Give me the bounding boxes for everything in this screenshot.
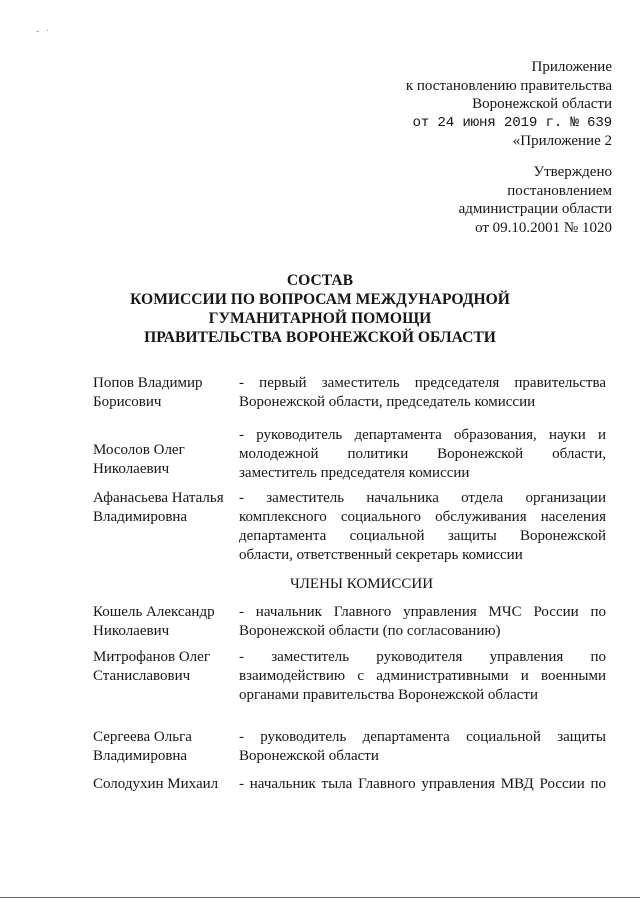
title-line-3: ГУМАНИТАРНОЙ ПОМОЩИ [208, 310, 432, 327]
position-line: - руководитель департамента социальной защиты [239, 729, 606, 745]
member-position [239, 603, 606, 641]
position-line: Воронежской области, председатель комиссии [239, 394, 536, 410]
member-surname-name: Афанасьева Наталья [93, 490, 224, 506]
position-line: - заместитель начальника отдела организации [239, 490, 606, 506]
member-surname-name: Сергеева Ольга [93, 729, 192, 745]
position-line: Воронежской области (по согласованию) [239, 623, 501, 639]
appendix-header [406, 58, 612, 151]
member-name [93, 648, 210, 686]
position-line: Воронежской области [239, 748, 379, 764]
member-name [93, 603, 215, 641]
member-name [93, 775, 218, 794]
member-patronymic: Станиславович [93, 668, 191, 684]
approval-date-number: от 09.10.2001 № 1020 [475, 219, 612, 236]
title-line-2: КОМИССИИ ПО ВОПРОСАМ МЕЖДУНАРОДНОЙ [130, 291, 510, 308]
page-bottom-edge [0, 897, 640, 898]
approval-label: Утверждено [533, 164, 612, 180]
member-patronymic: Николаевич [93, 461, 170, 477]
member-position [239, 374, 606, 412]
appendix-date-number: от 24 июня 2019 г. № 639 [412, 114, 612, 131]
members-heading: ЧЛЕНЫ КОМИССИИ [290, 576, 434, 592]
approval-resolution: постановлением [507, 182, 612, 199]
position-line: взаимодействию с административными и военными [239, 668, 606, 684]
position-line: - руководитель департамента образования, науки и [239, 427, 606, 443]
approval-administration: администрации области [458, 201, 612, 217]
member-patronymic: Владимировна [93, 748, 188, 764]
position-line: комплексного социального обслуживания населения [239, 509, 606, 525]
member-surname-name: Солодухин Михаил [93, 776, 219, 792]
member-position [239, 489, 606, 565]
document-title [0, 271, 640, 347]
appendix-label: Приложение [531, 59, 612, 75]
member-position [239, 728, 606, 766]
member-patronymic: Владимировна [93, 509, 188, 525]
position-line: департамента социальной защиты Воронежской [239, 528, 606, 544]
approval-block [459, 163, 612, 237]
member-name [93, 441, 185, 479]
position-line: - заместитель руководителя управления по [239, 649, 606, 665]
member-position [239, 426, 606, 483]
member-patronymic: Николаевич [93, 623, 170, 639]
member-surname-name: Попов Владимир [93, 375, 203, 391]
member-surname-name: Кошель Александр [93, 604, 215, 620]
member-name [93, 489, 224, 527]
position-line: - начальник Главного управления МЧС России по [239, 604, 606, 620]
member-position [239, 775, 606, 794]
member-name [93, 728, 192, 766]
appendix-region-line: Воронежской области [472, 96, 612, 112]
member-name [93, 374, 203, 412]
member-position [239, 648, 606, 705]
position-line: - первый заместитель председателя правительства [239, 375, 606, 391]
member-patronymic: Борисович [93, 394, 162, 410]
position-line: области, ответственный секретарь комиссии [239, 547, 523, 563]
position-line: молодежной политики Воронежской области, [239, 446, 606, 462]
position-line: - начальник тыла Главного управления МВД России по [239, 776, 606, 792]
member-surname-name: Митрофанов Олег [93, 649, 210, 665]
title-line-1: СОСТАВ [286, 272, 354, 289]
appendix-resolution-line: к постановлению правительства [405, 77, 612, 94]
title-line-4: ПРАВИТЕЛЬСТВА ВОРОНЕЖСКОЙ ОБЛАСТИ [144, 329, 496, 346]
scan-artifact-mark: - · [36, 26, 52, 37]
appendix-2-label: «Приложение 2 [512, 133, 612, 149]
member-surname-name: Мосолов Олег [93, 442, 185, 458]
position-line: заместитель председателя комиссии [239, 465, 470, 481]
position-line: органами правительства Воронежской области [239, 687, 538, 703]
